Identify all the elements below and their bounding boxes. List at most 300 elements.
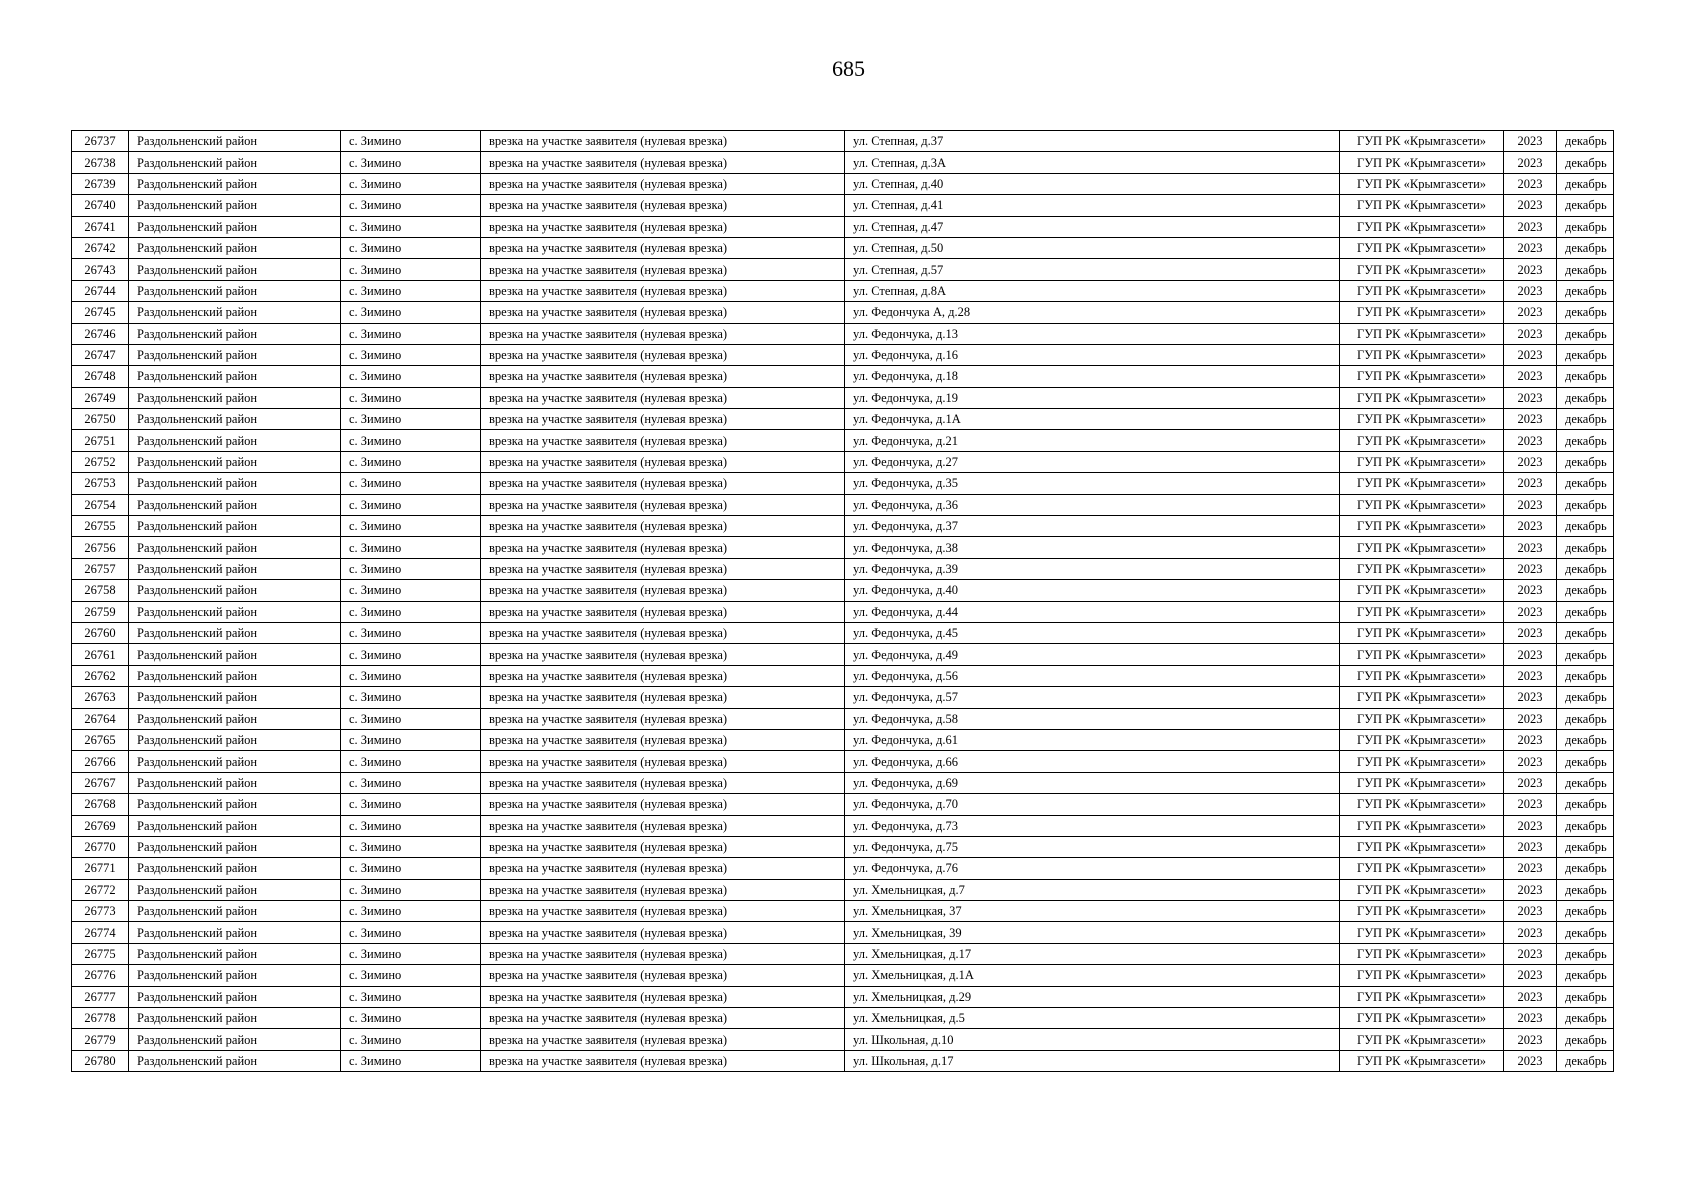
row-number-cell: 26741 (72, 216, 129, 237)
address-cell: ул. Степная, д.47 (845, 216, 1340, 237)
organization-cell: ГУП РК «Крымгазсети» (1340, 516, 1504, 537)
district-cell: Раздольненский район (129, 387, 341, 408)
row-number-cell: 26762 (72, 665, 129, 686)
month-cell: декабрь (1557, 644, 1614, 665)
organization-cell: ГУП РК «Крымгазсети» (1340, 195, 1504, 216)
work-type-cell: врезка на участке заявителя (нулевая врезка) (481, 387, 845, 408)
month-cell: декабрь (1557, 216, 1614, 237)
district-cell: Раздольненский район (129, 644, 341, 665)
village-cell: с. Зимино (341, 323, 481, 344)
month-cell: декабрь (1557, 537, 1614, 558)
organization-cell: ГУП РК «Крымгазсети» (1340, 537, 1504, 558)
year-cell: 2023 (1504, 473, 1557, 494)
organization-cell: ГУП РК «Крымгазсети» (1340, 344, 1504, 365)
year-cell: 2023 (1504, 494, 1557, 515)
row-number-cell: 26756 (72, 537, 129, 558)
organization-cell: ГУП РК «Крымгазсети» (1340, 858, 1504, 879)
organization-cell: ГУП РК «Крымгазсети» (1340, 387, 1504, 408)
work-type-cell: врезка на участке заявителя (нулевая врезка) (481, 601, 845, 622)
district-cell: Раздольненский район (129, 836, 341, 857)
village-cell: с. Зимино (341, 729, 481, 750)
address-cell: ул. Федончука, д.57 (845, 687, 1340, 708)
district-cell: Раздольненский район (129, 580, 341, 601)
year-cell: 2023 (1504, 558, 1557, 579)
address-cell: ул. Федончука, д.56 (845, 665, 1340, 686)
year-cell: 2023 (1504, 665, 1557, 686)
work-type-cell: врезка на участке заявителя (нулевая врезка) (481, 558, 845, 579)
work-type-cell: врезка на участке заявителя (нулевая врезка) (481, 344, 845, 365)
year-cell: 2023 (1504, 772, 1557, 793)
village-cell: с. Зимино (341, 494, 481, 515)
address-cell: ул. Федончука, д.27 (845, 451, 1340, 472)
month-cell: декабрь (1557, 879, 1614, 900)
row-number-cell: 26773 (72, 901, 129, 922)
table-row (72, 901, 1614, 922)
address-cell: ул. Степная, д.3А (845, 152, 1340, 173)
district-cell: Раздольненский район (129, 173, 341, 194)
row-number-cell: 26778 (72, 1008, 129, 1029)
row-number-cell: 26765 (72, 729, 129, 750)
village-cell: с. Зимино (341, 537, 481, 558)
address-cell: ул. Федончука, д.49 (845, 644, 1340, 665)
year-cell: 2023 (1504, 708, 1557, 729)
village-cell: с. Зимино (341, 430, 481, 451)
year-cell: 2023 (1504, 131, 1557, 152)
work-type-cell: врезка на участке заявителя (нулевая врезка) (481, 152, 845, 173)
address-cell: ул. Федончука, д.76 (845, 858, 1340, 879)
address-cell: ул. Федончука А, д.28 (845, 302, 1340, 323)
month-cell: декабрь (1557, 152, 1614, 173)
village-cell: с. Зимино (341, 580, 481, 601)
row-number-cell: 26743 (72, 259, 129, 280)
work-type-cell: врезка на участке заявителя (нулевая врезка) (481, 409, 845, 430)
table-row (72, 836, 1614, 857)
district-cell: Раздольненский район (129, 152, 341, 173)
month-cell: декабрь (1557, 601, 1614, 622)
work-type-cell: врезка на участке заявителя (нулевая врезка) (481, 622, 845, 643)
table-row (72, 772, 1614, 793)
village-cell: с. Зимино (341, 473, 481, 494)
work-type-cell: врезка на участке заявителя (нулевая врезка) (481, 216, 845, 237)
village-cell: с. Зимино (341, 815, 481, 836)
district-cell: Раздольненский район (129, 302, 341, 323)
row-number-cell: 26779 (72, 1029, 129, 1050)
village-cell: с. Зимино (341, 687, 481, 708)
work-type-cell: врезка на участке заявителя (нулевая врезка) (481, 173, 845, 194)
district-cell: Раздольненский район (129, 516, 341, 537)
work-type-cell: врезка на участке заявителя (нулевая врезка) (481, 665, 845, 686)
month-cell: декабрь (1557, 516, 1614, 537)
work-type-cell: врезка на участке заявителя (нулевая врезка) (481, 772, 845, 793)
organization-cell: ГУП РК «Крымгазсети» (1340, 622, 1504, 643)
address-cell: ул. Хмельницкая, д.5 (845, 1008, 1340, 1029)
organization-cell: ГУП РК «Крымгазсети» (1340, 259, 1504, 280)
table-row (72, 665, 1614, 686)
work-type-cell: врезка на участке заявителя (нулевая врезка) (481, 280, 845, 301)
district-cell: Раздольненский район (129, 344, 341, 365)
table-row (72, 237, 1614, 258)
table-row (72, 879, 1614, 900)
year-cell: 2023 (1504, 644, 1557, 665)
village-cell: с. Зимино (341, 1029, 481, 1050)
village-cell: с. Зимино (341, 879, 481, 900)
row-number-cell: 26738 (72, 152, 129, 173)
month-cell: декабрь (1557, 687, 1614, 708)
table-row (72, 943, 1614, 964)
year-cell: 2023 (1504, 216, 1557, 237)
work-type-cell: врезка на участке заявителя (нулевая врезка) (481, 1050, 845, 1071)
year-cell: 2023 (1504, 751, 1557, 772)
row-number-cell: 26745 (72, 302, 129, 323)
work-type-cell: врезка на участке заявителя (нулевая врезка) (481, 537, 845, 558)
organization-cell: ГУП РК «Крымгазсети» (1340, 922, 1504, 943)
year-cell: 2023 (1504, 729, 1557, 750)
row-number-cell: 26770 (72, 836, 129, 857)
year-cell: 2023 (1504, 1050, 1557, 1071)
row-number-cell: 26763 (72, 687, 129, 708)
village-cell: с. Зимино (341, 794, 481, 815)
row-number-cell: 26768 (72, 794, 129, 815)
work-type-cell: врезка на участке заявителя (нулевая врезка) (481, 922, 845, 943)
work-type-cell: врезка на участке заявителя (нулевая врезка) (481, 858, 845, 879)
month-cell: декабрь (1557, 986, 1614, 1007)
year-cell: 2023 (1504, 943, 1557, 964)
year-cell: 2023 (1504, 622, 1557, 643)
district-cell: Раздольненский район (129, 943, 341, 964)
year-cell: 2023 (1504, 152, 1557, 173)
year-cell: 2023 (1504, 1029, 1557, 1050)
table-row (72, 259, 1614, 280)
address-cell: ул. Школьная, д.10 (845, 1029, 1340, 1050)
address-cell: ул. Хмельницкая, д.17 (845, 943, 1340, 964)
table-row (72, 473, 1614, 494)
district-cell: Раздольненский район (129, 1050, 341, 1071)
month-cell: декабрь (1557, 794, 1614, 815)
month-cell: декабрь (1557, 1008, 1614, 1029)
work-type-cell: врезка на участке заявителя (нулевая врезка) (481, 323, 845, 344)
address-cell: ул. Хмельницкая, д.7 (845, 879, 1340, 900)
district-cell: Раздольненский район (129, 708, 341, 729)
district-cell: Раздольненский район (129, 601, 341, 622)
table-row (72, 644, 1614, 665)
organization-cell: ГУП РК «Крымгазсети» (1340, 901, 1504, 922)
work-type-cell: врезка на участке заявителя (нулевая врезка) (481, 751, 845, 772)
organization-cell: ГУП РК «Крымгазсети» (1340, 580, 1504, 601)
month-cell: декабрь (1557, 665, 1614, 686)
address-cell: ул. Степная, д.57 (845, 259, 1340, 280)
village-cell: с. Зимино (341, 858, 481, 879)
district-cell: Раздольненский район (129, 687, 341, 708)
year-cell: 2023 (1504, 922, 1557, 943)
work-type-cell: врезка на участке заявителя (нулевая врезка) (481, 815, 845, 836)
work-type-cell: врезка на участке заявителя (нулевая врезка) (481, 836, 845, 857)
year-cell: 2023 (1504, 387, 1557, 408)
village-cell: с. Зимино (341, 302, 481, 323)
year-cell: 2023 (1504, 516, 1557, 537)
village-cell: с. Зимино (341, 622, 481, 643)
organization-cell: ГУП РК «Крымгазсети» (1340, 216, 1504, 237)
village-cell: с. Зимино (341, 644, 481, 665)
village-cell: с. Зимино (341, 173, 481, 194)
organization-cell: ГУП РК «Крымгазсети» (1340, 879, 1504, 900)
organization-cell: ГУП РК «Крымгазсети» (1340, 152, 1504, 173)
district-cell: Раздольненский район (129, 280, 341, 301)
month-cell: декабрь (1557, 473, 1614, 494)
row-number-cell: 26748 (72, 366, 129, 387)
address-cell: ул. Федончука, д.38 (845, 537, 1340, 558)
month-cell: декабрь (1557, 237, 1614, 258)
row-number-cell: 26780 (72, 1050, 129, 1071)
organization-cell: ГУП РК «Крымгазсети» (1340, 409, 1504, 430)
year-cell: 2023 (1504, 537, 1557, 558)
year-cell: 2023 (1504, 173, 1557, 194)
year-cell: 2023 (1504, 580, 1557, 601)
table-row (72, 195, 1614, 216)
work-type-cell: врезка на участке заявителя (нулевая врезка) (481, 879, 845, 900)
row-number-cell: 26755 (72, 516, 129, 537)
row-number-cell: 26742 (72, 237, 129, 258)
year-cell: 2023 (1504, 195, 1557, 216)
village-cell: с. Зимино (341, 772, 481, 793)
address-cell: ул. Степная, д.50 (845, 237, 1340, 258)
district-cell: Раздольненский район (129, 473, 341, 494)
address-cell: ул. Федончука, д.44 (845, 601, 1340, 622)
address-cell: ул. Степная, д.37 (845, 131, 1340, 152)
table-row (72, 751, 1614, 772)
village-cell: с. Зимино (341, 1050, 481, 1071)
year-cell: 2023 (1504, 1008, 1557, 1029)
row-number-cell: 26774 (72, 922, 129, 943)
address-cell: ул. Федончука, д.19 (845, 387, 1340, 408)
work-type-cell: врезка на участке заявителя (нулевая врезка) (481, 131, 845, 152)
year-cell: 2023 (1504, 302, 1557, 323)
month-cell: декабрь (1557, 708, 1614, 729)
organization-cell: ГУП РК «Крымгазсети» (1340, 430, 1504, 451)
row-number-cell: 26759 (72, 601, 129, 622)
village-cell: с. Зимино (341, 237, 481, 258)
table-row (72, 216, 1614, 237)
address-cell: ул. Федончука, д.61 (845, 729, 1340, 750)
row-number-cell: 26749 (72, 387, 129, 408)
table-row (72, 409, 1614, 430)
table-row (72, 922, 1614, 943)
table-row (72, 173, 1614, 194)
work-type-cell: врезка на участке заявителя (нулевая врезка) (481, 729, 845, 750)
row-number-cell: 26761 (72, 644, 129, 665)
month-cell: декабрь (1557, 259, 1614, 280)
village-cell: с. Зимино (341, 965, 481, 986)
village-cell: с. Зимино (341, 751, 481, 772)
month-cell: декабрь (1557, 430, 1614, 451)
address-cell: ул. Федончука, д.1А (845, 409, 1340, 430)
district-cell: Раздольненский район (129, 409, 341, 430)
year-cell: 2023 (1504, 858, 1557, 879)
table-row (72, 1008, 1614, 1029)
village-cell: с. Зимино (341, 280, 481, 301)
address-cell: ул. Хмельницкая, д.1А (845, 965, 1340, 986)
year-cell: 2023 (1504, 280, 1557, 301)
year-cell: 2023 (1504, 366, 1557, 387)
row-number-cell: 26744 (72, 280, 129, 301)
work-type-cell: врезка на участке заявителя (нулевая врезка) (481, 965, 845, 986)
row-number-cell: 26777 (72, 986, 129, 1007)
table-row (72, 537, 1614, 558)
month-cell: декабрь (1557, 943, 1614, 964)
year-cell: 2023 (1504, 901, 1557, 922)
address-cell: ул. Федончука, д.39 (845, 558, 1340, 579)
organization-cell: ГУП РК «Крымгазсети» (1340, 729, 1504, 750)
organization-cell: ГУП РК «Крымгазсети» (1340, 772, 1504, 793)
organization-cell: ГУП РК «Крымгазсети» (1340, 131, 1504, 152)
district-cell: Раздольненский район (129, 665, 341, 686)
address-cell: ул. Федончука, д.16 (845, 344, 1340, 365)
district-cell: Раздольненский район (129, 494, 341, 515)
month-cell: декабрь (1557, 387, 1614, 408)
work-type-cell: врезка на участке заявителя (нулевая врезка) (481, 516, 845, 537)
table-row (72, 687, 1614, 708)
work-type-cell: врезка на участке заявителя (нулевая врезка) (481, 494, 845, 515)
address-cell: ул. Федончука, д.70 (845, 794, 1340, 815)
village-cell: с. Зимино (341, 451, 481, 472)
address-cell: ул. Федончука, д.58 (845, 708, 1340, 729)
table-row (72, 323, 1614, 344)
village-cell: с. Зимино (341, 516, 481, 537)
row-number-cell: 26747 (72, 344, 129, 365)
year-cell: 2023 (1504, 237, 1557, 258)
year-cell: 2023 (1504, 344, 1557, 365)
month-cell: декабрь (1557, 901, 1614, 922)
district-cell: Раздольненский район (129, 922, 341, 943)
district-cell: Раздольненский район (129, 901, 341, 922)
work-type-cell: врезка на участке заявителя (нулевая врезка) (481, 687, 845, 708)
village-cell: с. Зимино (341, 259, 481, 280)
village-cell: с. Зимино (341, 601, 481, 622)
village-cell: с. Зимино (341, 943, 481, 964)
village-cell: с. Зимино (341, 836, 481, 857)
organization-cell: ГУП РК «Крымгазсети» (1340, 665, 1504, 686)
organization-cell: ГУП РК «Крымгазсети» (1340, 687, 1504, 708)
address-cell: ул. Степная, д.40 (845, 173, 1340, 194)
row-number-cell: 26752 (72, 451, 129, 472)
district-cell: Раздольненский район (129, 772, 341, 793)
address-cell: ул. Хмельницкая, 37 (845, 901, 1340, 922)
table-row (72, 1029, 1614, 1050)
address-cell: ул. Федончука, д.37 (845, 516, 1340, 537)
year-cell: 2023 (1504, 794, 1557, 815)
village-cell: с. Зимино (341, 986, 481, 1007)
month-cell: декабрь (1557, 131, 1614, 152)
table-row (72, 622, 1614, 643)
year-cell: 2023 (1504, 815, 1557, 836)
address-cell: ул. Федончука, д.45 (845, 622, 1340, 643)
organization-cell: ГУП РК «Крымгазсети» (1340, 1008, 1504, 1029)
organization-cell: ГУП РК «Крымгазсети» (1340, 280, 1504, 301)
year-cell: 2023 (1504, 323, 1557, 344)
table-row (72, 708, 1614, 729)
month-cell: декабрь (1557, 772, 1614, 793)
organization-cell: ГУП РК «Крымгазсети» (1340, 173, 1504, 194)
year-cell: 2023 (1504, 601, 1557, 622)
table-row (72, 580, 1614, 601)
table-row (72, 794, 1614, 815)
month-cell: декабрь (1557, 922, 1614, 943)
row-number-cell: 26760 (72, 622, 129, 643)
address-cell: ул. Федончука, д.40 (845, 580, 1340, 601)
organization-cell: ГУП РК «Крымгазсети» (1340, 1029, 1504, 1050)
year-cell: 2023 (1504, 879, 1557, 900)
table-row (72, 601, 1614, 622)
year-cell: 2023 (1504, 986, 1557, 1007)
organization-cell: ГУП РК «Крымгазсети» (1340, 366, 1504, 387)
work-type-cell: врезка на участке заявителя (нулевая врезка) (481, 195, 845, 216)
district-cell: Раздольненский район (129, 195, 341, 216)
table-row (72, 815, 1614, 836)
address-cell: ул. Федончука, д.69 (845, 772, 1340, 793)
village-cell: с. Зимино (341, 558, 481, 579)
month-cell: декабрь (1557, 366, 1614, 387)
organization-cell: ГУП РК «Крымгазсети» (1340, 1050, 1504, 1071)
table-row (72, 451, 1614, 472)
organization-cell: ГУП РК «Крымгазсети» (1340, 451, 1504, 472)
organization-cell: ГУП РК «Крымгазсети» (1340, 473, 1504, 494)
address-cell: ул. Федончука, д.21 (845, 430, 1340, 451)
table-row (72, 280, 1614, 301)
table-row (72, 986, 1614, 1007)
year-cell: 2023 (1504, 259, 1557, 280)
district-cell: Раздольненский район (129, 815, 341, 836)
month-cell: декабрь (1557, 195, 1614, 216)
table-row (72, 366, 1614, 387)
month-cell: декабрь (1557, 323, 1614, 344)
table-row (72, 430, 1614, 451)
district-cell: Раздольненский район (129, 622, 341, 643)
address-cell: ул. Степная, д.41 (845, 195, 1340, 216)
month-cell: декабрь (1557, 280, 1614, 301)
organization-cell: ГУП РК «Крымгазсети» (1340, 494, 1504, 515)
month-cell: декабрь (1557, 494, 1614, 515)
district-cell: Раздольненский район (129, 216, 341, 237)
village-cell: с. Зимино (341, 708, 481, 729)
table-row (72, 344, 1614, 365)
organization-cell: ГУП РК «Крымгазсети» (1340, 794, 1504, 815)
row-number-cell: 26766 (72, 751, 129, 772)
row-number-cell: 26746 (72, 323, 129, 344)
table-row (72, 302, 1614, 323)
registry-table (71, 130, 1614, 1072)
organization-cell: ГУП РК «Крымгазсети» (1340, 644, 1504, 665)
row-number-cell: 26751 (72, 430, 129, 451)
village-cell: с. Зимино (341, 409, 481, 430)
work-type-cell: врезка на участке заявителя (нулевая врезка) (481, 259, 845, 280)
village-cell: с. Зимино (341, 152, 481, 173)
table-row (72, 729, 1614, 750)
district-cell: Раздольненский район (129, 451, 341, 472)
district-cell: Раздольненский район (129, 965, 341, 986)
district-cell: Раздольненский район (129, 751, 341, 772)
district-cell: Раздольненский район (129, 1029, 341, 1050)
month-cell: декабрь (1557, 1050, 1614, 1071)
year-cell: 2023 (1504, 409, 1557, 430)
year-cell: 2023 (1504, 430, 1557, 451)
village-cell: с. Зимино (341, 216, 481, 237)
organization-cell: ГУП РК «Крымгазсети» (1340, 815, 1504, 836)
row-number-cell: 26767 (72, 772, 129, 793)
row-number-cell: 26771 (72, 858, 129, 879)
row-number-cell: 26754 (72, 494, 129, 515)
row-number-cell: 26750 (72, 409, 129, 430)
village-cell: с. Зимино (341, 922, 481, 943)
month-cell: декабрь (1557, 965, 1614, 986)
